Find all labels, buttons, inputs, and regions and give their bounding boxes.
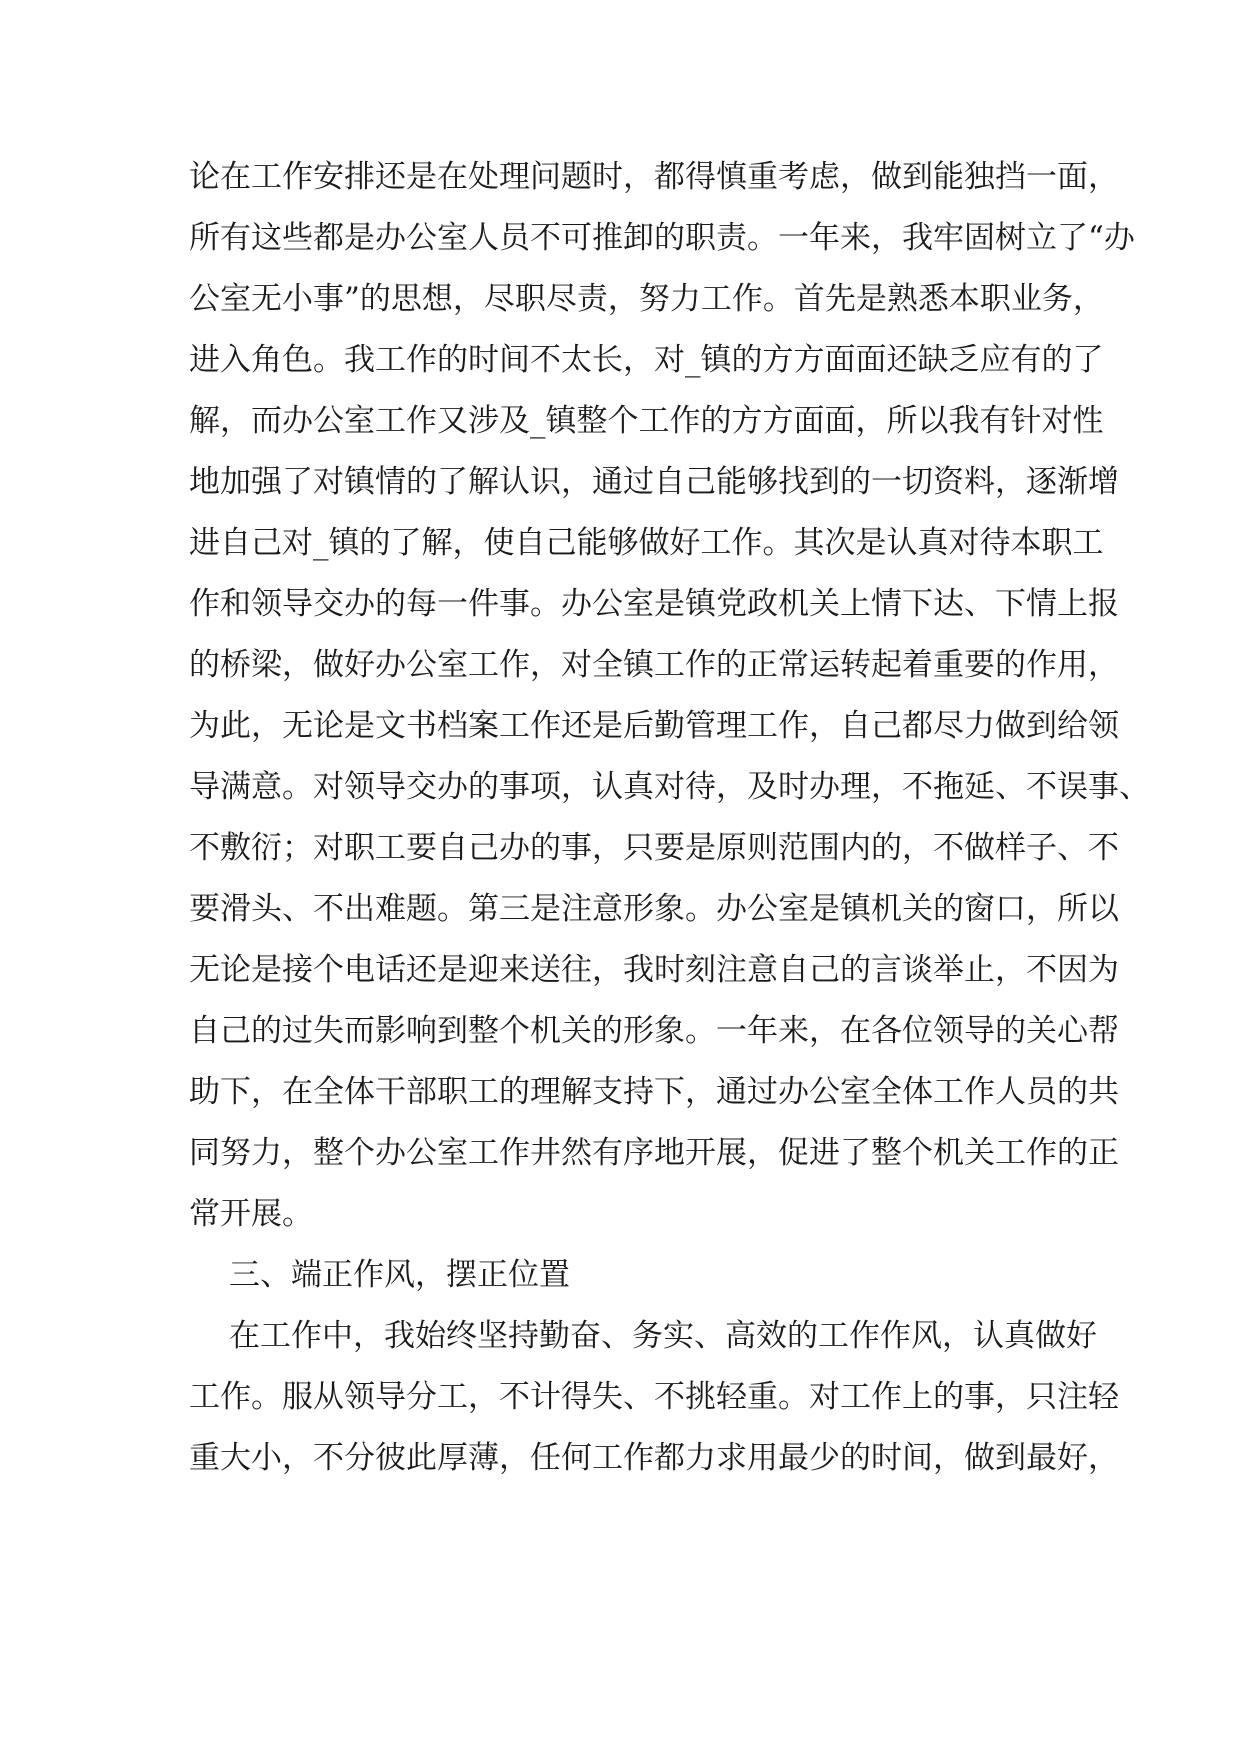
text-line: 解，而办公室工作又涉及_镇整个工作的方方面面，所以我有针对性	[189, 403, 1104, 439]
text-line: 导满意。对领导交办的事项，认真对待，及时办理，不拖延、不误事、	[189, 769, 1150, 805]
text-line: 工作。服从领导分工，不计得失、不挑轻重。对工作上的事，只注轻	[189, 1379, 1119, 1415]
paragraph-first-line: 在工作中，我始终坚持勤奋、务实、高效的工作作风，认真做好	[229, 1318, 1097, 1354]
document-body	[189, 147, 1150, 1489]
text-line: 助下，在全体干部职工的理解支持下，通过办公室全体工作人员的共	[189, 1074, 1119, 1110]
text-line: 论在工作安排还是在处理问题时，都得慎重考虑，做到能独挡一面，	[189, 159, 1119, 195]
text-line: 进自己对_镇的了解，使自己能够做好工作。其次是认真对待本职工	[189, 525, 1104, 561]
text-line: 的桥梁，做好办公室工作，对全镇工作的正常运转起着重要的作用，	[189, 647, 1119, 683]
text-line: 不敷衍；对职工要自己办的事，只要是原则范围内的，不做样子、不	[189, 830, 1119, 866]
text-line: 无论是接个电话还是迎来送往，我时刻注意自己的言谈举止，不因为	[189, 952, 1119, 988]
text-line: 进入角色。我工作的时间不太长，对_镇的方方面面还缺乏应有的了	[189, 342, 1104, 378]
section-heading: 三、端正作风，摆正位置	[229, 1257, 570, 1293]
text-line: 公室无小事”的思想，尽职尽责，努力工作。首先是熟悉本职业务，	[189, 281, 1104, 317]
text-line: 作和领导交办的每一件事。办公室是镇党政机关上情下达、下情上报	[189, 586, 1119, 622]
text-line: 要滑头、不出难题。第三是注意形象。办公室是镇机关的窗口，所以	[189, 891, 1119, 927]
paragraph-end-line: 常开展。	[189, 1196, 313, 1232]
text-line: 所有这些都是办公室人员不可推卸的职责。一年来，我牢固树立了“办	[189, 220, 1135, 256]
text-line: 自己的过失而影响到整个机关的形象。一年来，在各位领导的关心帮	[189, 1013, 1119, 1049]
text-line: 同努力，整个办公室工作井然有序地开展，促进了整个机关工作的正	[189, 1135, 1119, 1171]
text-line: 重大小，不分彼此厚薄，任何工作都力求用最少的时间，做到最好，	[189, 1440, 1119, 1476]
text-line: 为此，无论是文书档案工作还是后勤管理工作，自己都尽力做到给领	[189, 708, 1119, 744]
text-line: 地加强了对镇情的了解认识，通过自己能够找到的一切资料，逐渐增	[189, 464, 1119, 500]
